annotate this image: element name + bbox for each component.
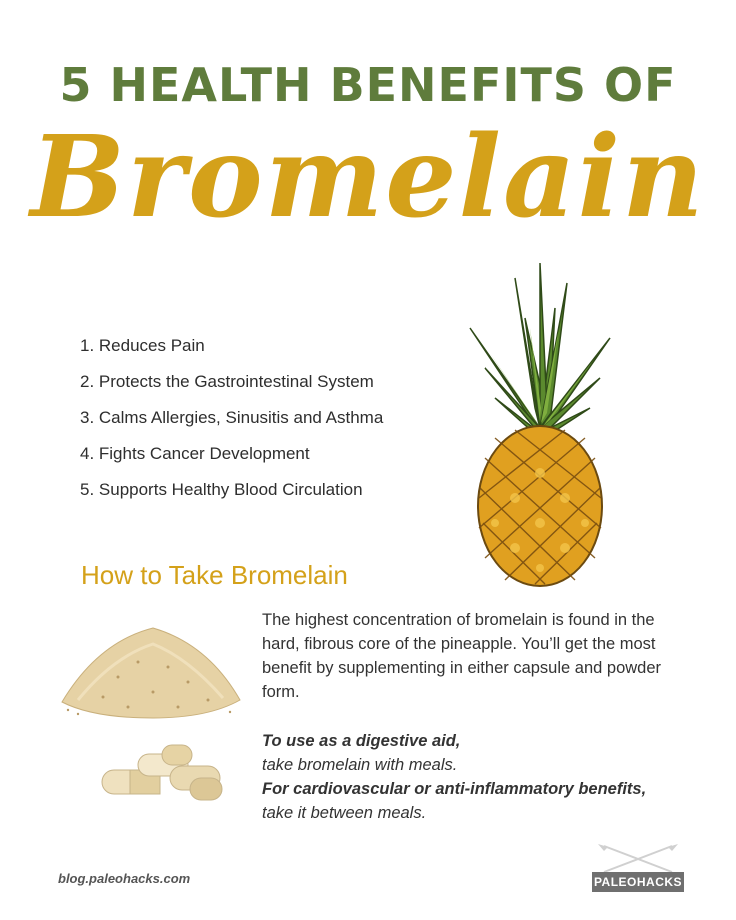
tip-digestive-text: take bromelain with meals.: [262, 756, 458, 774]
title-line-1: 5 HEALTH BENEFITS OF: [59, 58, 677, 112]
paragraph-text: The highest concentration of bromelain is found in the hard, fibrous core of the pineapple. You’ll get the most benefit by supplementing in either capsule and powder form.: [262, 611, 662, 701]
logo-text: PALEOHACKS: [592, 872, 684, 892]
crossed-spears-icon: [592, 842, 684, 874]
tip-digestive-heading: To use as a digestive aid,: [262, 732, 461, 750]
title-line-2: Bromelain: [30, 112, 706, 243]
footer-url: blog.paleohacks.com: [58, 871, 191, 886]
benefit-item: 4. Fights Cancer Development: [80, 444, 310, 463]
pineapple-illustration: [455, 258, 625, 588]
how-to-take-heading: How to Take Bromelain: [81, 560, 348, 590]
tip-cardio-text: take it between meals.: [262, 804, 427, 822]
benefit-item: 1. Reduces Pain: [80, 336, 205, 355]
benefit-item: 3. Calms Allergies, Sinusitis and Asthma: [80, 408, 384, 427]
benefits-list: [80, 334, 383, 514]
usage-tips: [262, 729, 702, 825]
how-to-take-paragraph: [262, 608, 682, 704]
benefit-item: 2. Protects the Gastrointestinal System: [80, 372, 374, 391]
powder-pile-illustration: [58, 622, 244, 722]
capsules-illustration: [100, 740, 225, 802]
paleohacks-logo: [592, 842, 684, 898]
benefit-item: 5. Supports Healthy Blood Circulation: [80, 480, 363, 499]
tip-cardio-heading: For cardiovascular or anti-inflammatory benefits,: [262, 780, 647, 798]
